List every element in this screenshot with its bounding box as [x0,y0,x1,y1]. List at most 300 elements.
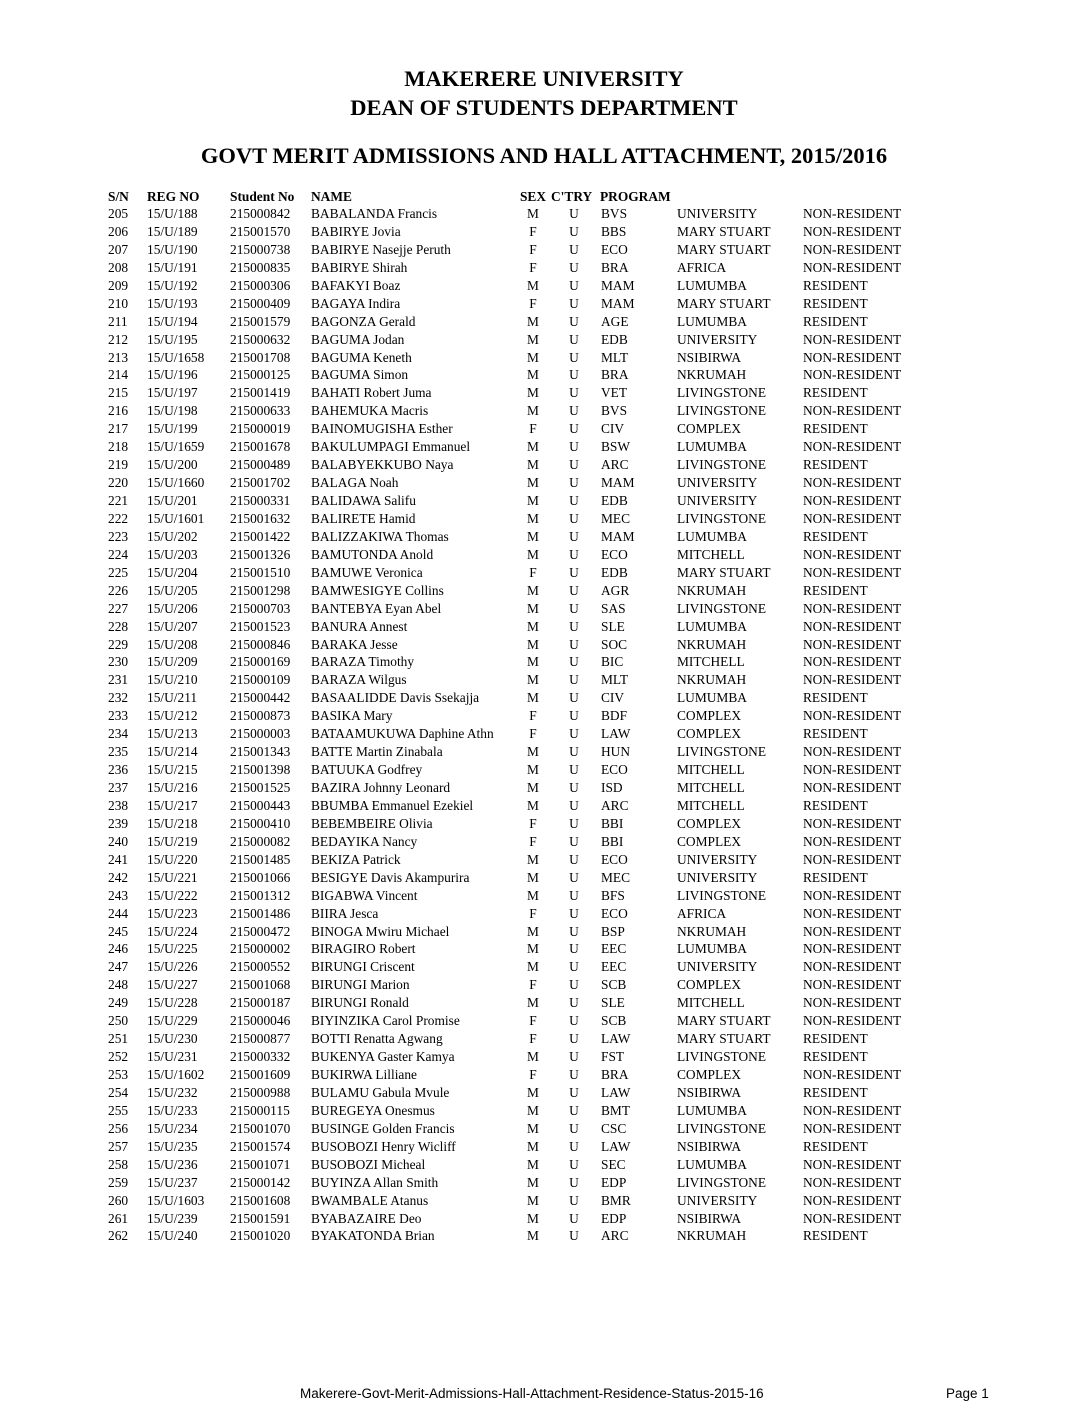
cell-reg-no: 15/U/229 [147,1013,198,1029]
table-row [0,1030,1088,1048]
cell-sex: F [529,241,537,257]
cell-sn: 259 [108,1174,129,1190]
cell-country: U [569,1210,579,1226]
cell-student-no: 215001419 [230,385,291,401]
cell-program: BRA [601,367,629,383]
cell-hall: COMPLEX [677,815,741,831]
cell-country: U [569,869,579,885]
cell-student-no: 215000443 [230,797,291,813]
cell-student-no: 215000552 [230,959,291,975]
cell-country: U [569,206,579,221]
cell-reg-no: 15/U/203 [147,546,198,562]
cell-residence-status: NON-RESIDENT [803,977,902,993]
column-header-sex: SEX [519,189,547,204]
cell-student-no: 215001486 [230,905,291,921]
table-row [0,940,1088,958]
cell-program: BSW [601,439,631,455]
cell-country: U [569,510,579,526]
cell-sex: M [527,1192,539,1208]
cell-student-no: 215001020 [230,1228,291,1244]
cell-name: BAGAYA Indira [311,295,401,311]
cell-residence-status: RESIDENT [803,421,868,437]
cell-residence-status: RESIDENT [803,582,868,598]
cell-name: BWAMBALE Atanus [311,1192,429,1208]
cell-reg-no: 15/U/219 [147,833,198,849]
cell-reg-no: 15/U/192 [147,277,198,293]
cell-reg-no: 15/U/189 [147,223,198,239]
table-row [0,671,1088,689]
cell-student-no: 215000109 [230,672,291,688]
cell-sex: F [529,1031,537,1047]
cell-sex: M [527,869,539,885]
cell-reg-no: 15/U/208 [147,636,198,652]
cell-name: BAFAKYI Boaz [311,277,401,293]
admissions-table [0,188,1088,1245]
cell-sn: 221 [108,493,129,508]
cell-sn: 235 [108,744,129,760]
cell-sex: F [529,726,537,742]
cell-hall: MITCHELL [677,546,745,562]
cell-hall: MITCHELL [677,654,745,670]
cell-residence-status: RESIDENT [803,313,868,329]
cell-residence-status: RESIDENT [803,457,868,473]
cell-sn: 261 [108,1210,129,1226]
cell-student-no: 215000472 [230,923,291,939]
cell-sex: F [529,564,537,580]
cell-residence-status: NON-RESIDENT [803,475,902,491]
cell-sn: 252 [108,1049,129,1065]
table-row [0,743,1088,761]
cell-sn: 262 [108,1228,129,1244]
cell-name: BAGUMA Simon [311,367,409,383]
cell-country: U [569,797,579,813]
cell-sn: 207 [108,241,129,257]
cell-program: ECO [601,851,628,867]
cell-country: U [569,744,579,760]
cell-sn: 251 [108,1031,129,1047]
cell-sex: M [527,1156,539,1172]
cell-residence-status: NON-RESIDENT [803,1156,902,1172]
table-row [0,349,1088,367]
cell-student-no: 215001525 [230,780,291,795]
cell-sex: M [527,1049,539,1065]
cell-hall: MARY STUART [677,564,771,580]
table-row [0,707,1088,725]
table-row [0,295,1088,313]
table-row [0,205,1088,223]
cell-student-no: 215000988 [230,1084,291,1100]
cell-sn: 250 [108,1013,129,1029]
cell-residence-status: NON-RESIDENT [803,1192,902,1208]
cell-reg-no: 15/U/201 [147,493,198,508]
table-row [0,1138,1088,1156]
cell-country: U [569,1031,579,1047]
cell-program: HUN [601,744,631,760]
cell-hall: NSIBIRWA [677,1084,741,1100]
cell-hall: NKRUMAH [677,582,747,598]
cell-program: SAS [601,600,626,616]
cell-program: SCB [601,977,627,993]
cell-reg-no: 15/U/1659 [147,439,205,455]
cell-sn: 244 [108,905,129,921]
cell-sn: 243 [108,887,129,903]
table-row [0,636,1088,654]
cell-student-no: 215001398 [230,762,291,778]
cell-residence-status: RESIDENT [803,1049,868,1065]
cell-program: BBI [601,815,624,831]
table-row [0,564,1088,582]
cell-hall: LUMUMBA [677,941,747,957]
cell-country: U [569,1013,579,1029]
cell-program: BRA [601,259,629,275]
cell-sex: M [527,780,539,795]
cell-residence-status: NON-RESIDENT [803,510,902,526]
cell-sex: M [527,654,539,670]
cell-residence-status: NON-RESIDENT [803,403,902,419]
cell-program: EDB [601,493,628,508]
cell-country: U [569,439,579,455]
cell-country: U [569,295,579,311]
cell-hall: COMPLEX [677,977,741,993]
cell-name: BATTE Martin Zinabala [311,744,443,760]
cell-sn: 239 [108,815,129,831]
cell-reg-no: 15/U/205 [147,582,198,598]
cell-program: LAW [601,1138,631,1154]
cell-hall: UNIVERSITY [677,493,758,508]
cell-name: BAZIRA Johnny Leonard [311,780,451,795]
table-row [0,366,1088,384]
cell-sn: 226 [108,582,129,598]
cell-residence-status: NON-RESIDENT [803,241,902,257]
table-row [0,994,1088,1012]
cell-program: MEC [601,510,631,526]
cell-student-no: 215001066 [230,869,291,885]
cell-reg-no: 15/U/232 [147,1084,198,1100]
cell-reg-no: 15/U/230 [147,1031,198,1047]
cell-name: BYAKATONDA Brian [311,1228,435,1244]
table-row [0,1156,1088,1174]
cell-hall: UNIVERSITY [677,331,758,347]
cell-sn: 255 [108,1102,129,1118]
cell-program: SOC [601,636,628,652]
table-row [0,887,1088,905]
cell-hall: LUMUMBA [677,528,747,544]
cell-student-no: 215000331 [230,493,291,508]
cell-hall: LUMUMBA [677,439,747,455]
cell-name: BUKENYA Gaster Kamya [311,1049,455,1065]
table-row [0,689,1088,707]
cell-hall: LIVINGSTONE [677,600,767,616]
cell-country: U [569,726,579,742]
cell-program: LAW [601,1031,631,1047]
cell-program: VET [601,385,628,401]
cell-sex: F [529,421,537,437]
cell-program: MLT [601,672,629,688]
cell-program: BBS [601,223,627,239]
cell-name: BBUMBA Emmanuel Ezekiel [311,797,474,813]
cell-program: FST [601,1049,625,1065]
cell-country: U [569,654,579,670]
cell-hall: LUMUMBA [677,313,747,329]
cell-sn: 249 [108,995,129,1011]
cell-sex: M [527,1102,539,1118]
cell-hall: NKRUMAH [677,1228,747,1244]
cell-name: BANTEBYA Eyan Abel [311,600,442,616]
cell-reg-no: 15/U/214 [147,744,198,760]
cell-name: BALIRETE Hamid [311,510,416,526]
cell-sn: 247 [108,959,129,975]
cell-sn: 248 [108,977,129,993]
cell-student-no: 215000703 [230,600,291,616]
cell-student-no: 215001570 [230,223,291,239]
cell-sn: 217 [108,421,129,437]
cell-residence-status: RESIDENT [803,1228,868,1244]
cell-program: MAM [601,277,635,293]
cell-reg-no: 15/U/207 [147,618,198,634]
cell-name: BALIDAWA Salifu [311,493,416,508]
cell-name: BALAGA Noah [311,475,399,491]
cell-student-no: 215001702 [230,475,291,491]
cell-country: U [569,403,579,419]
cell-sn: 236 [108,762,129,778]
cell-program: SCB [601,1013,627,1029]
cell-reg-no: 15/U/1601 [147,510,205,526]
cell-student-no: 215000842 [230,206,291,221]
cell-hall: LUMUMBA [677,1156,747,1172]
table-row [0,313,1088,331]
cell-student-no: 215001591 [230,1210,291,1226]
cell-reg-no: 15/U/240 [147,1228,198,1244]
cell-reg-no: 15/U/188 [147,206,198,221]
cell-sn: 225 [108,564,129,580]
cell-sn: 223 [108,528,129,544]
cell-program: BDF [601,708,628,724]
cell-sex: M [527,995,539,1011]
cell-name: BUKIRWA Lilliane [311,1067,417,1082]
cell-sex: M [527,277,539,293]
cell-reg-no: 15/U/225 [147,941,198,957]
cell-name: BINOGA Mwiru Michael [311,923,450,939]
cell-residence-status: RESIDENT [803,295,868,311]
table-row [0,1210,1088,1228]
cell-sn: 240 [108,833,129,849]
table-row [0,1174,1088,1192]
cell-hall: COMPLEX [677,833,741,849]
cell-program: LAW [601,726,631,742]
cell-student-no: 215000046 [230,1013,291,1029]
department-title: DEAN OF STUDENTS DEPARTMENT [350,95,738,120]
cell-name: BAMUTONDA Anold [311,546,434,562]
cell-hall: NSIBIRWA [677,349,741,365]
cell-student-no: 215000003 [230,726,291,742]
cell-country: U [569,1120,579,1136]
cell-country: U [569,618,579,634]
cell-residence-status: RESIDENT [803,1138,868,1154]
cell-program: BVS [601,206,628,221]
table-row [0,923,1088,941]
cell-hall: NKRUMAH [677,672,747,688]
cell-sex: M [527,887,539,903]
cell-country: U [569,923,579,939]
cell-name: BAGONZA Gerald [311,313,416,329]
cell-reg-no: 15/U/227 [147,977,198,993]
cell-hall: NKRUMAH [677,636,747,652]
cell-reg-no: 15/U/202 [147,528,198,544]
cell-student-no: 215000002 [230,941,291,957]
cell-program: MLT [601,349,629,365]
column-header-country: C'TRY [551,189,593,204]
cell-student-no: 215001068 [230,977,291,993]
cell-reg-no: 15/U/220 [147,851,198,867]
cell-reg-no: 15/U/193 [147,295,198,311]
cell-hall: COMPLEX [677,421,741,437]
cell-program: MAM [601,295,635,311]
cell-sex: M [527,690,539,706]
cell-program: MAM [601,475,635,491]
cell-name: BABIRYE Nasejje Peruth [311,241,451,257]
cell-name: BABIRYE Shirah [311,259,408,275]
cell-reg-no: 15/U/199 [147,421,198,437]
table-row [0,618,1088,636]
cell-sex: M [527,475,539,491]
cell-residence-status: NON-RESIDENT [803,564,902,580]
column-header-reg-no: REG NO [147,189,200,204]
cell-sex: M [527,493,539,508]
column-header-program: PROGRAM [600,189,671,204]
cell-program: BRA [601,1067,629,1082]
cell-sex: M [527,1228,539,1244]
cell-student-no: 215000125 [230,367,291,383]
cell-residence-status: NON-RESIDENT [803,439,902,455]
cell-sex: M [527,206,539,221]
cell-hall: MITCHELL [677,995,745,1011]
cell-program: LAW [601,1084,631,1100]
cell-student-no: 215001632 [230,510,291,526]
table-row [0,510,1088,528]
cell-name: BESIGYE Davis Akampurira [311,869,470,885]
cell-reg-no: 15/U/222 [147,887,198,903]
cell-reg-no: 15/U/211 [147,690,198,706]
table-row [0,241,1088,259]
column-header-name: NAME [311,189,352,204]
cell-name: BEDAYIKA Nancy [311,833,418,849]
cell-name: BAMUWE Veronica [311,564,423,580]
cell-student-no: 215000019 [230,421,291,437]
cell-reg-no: 15/U/209 [147,654,198,670]
table-row [0,1192,1088,1210]
cell-program: ARC [601,457,629,473]
cell-reg-no: 15/U/239 [147,1210,198,1226]
cell-residence-status: NON-RESIDENT [803,493,902,508]
cell-reg-no: 15/U/204 [147,564,198,580]
table-row [0,1120,1088,1138]
cell-reg-no: 15/U/234 [147,1120,198,1136]
cell-name: BATAAMUKUWA Daphine Athn [311,726,494,742]
cell-reg-no: 15/U/196 [147,367,198,383]
table-row [0,438,1088,456]
cell-country: U [569,959,579,975]
cell-sn: 246 [108,941,129,957]
cell-name: BAGUMA Jodan [311,331,405,347]
table-row [0,1084,1088,1102]
cell-reg-no: 15/U/210 [147,672,198,688]
cell-sex: M [527,331,539,347]
cell-name: BOTTI Renatta Agwang [311,1031,443,1047]
cell-sex: M [527,762,539,778]
cell-name: BEKIZA Patrick [311,851,401,867]
cell-sex: M [527,797,539,813]
table-row [0,905,1088,923]
cell-sn: 214 [108,367,129,383]
cell-reg-no: 15/U/221 [147,869,198,885]
cell-residence-status: NON-RESIDENT [803,331,902,347]
cell-sex: M [527,457,539,473]
cell-reg-no: 15/U/1602 [147,1067,205,1082]
cell-sex: M [527,385,539,401]
table-row [0,779,1088,797]
cell-residence-status: NON-RESIDENT [803,1013,902,1029]
cell-student-no: 215000442 [230,690,291,706]
table-row [0,653,1088,671]
cell-student-no: 215001510 [230,564,291,580]
cell-sex: M [527,546,539,562]
cell-sex: F [529,1013,537,1029]
cell-name: BALABYEKKUBO Naya [311,457,454,473]
cell-sn: 212 [108,331,129,347]
cell-sn: 234 [108,726,129,742]
cell-name: BASAALIDDE Davis Ssekajja [311,690,480,706]
cell-residence-status: NON-RESIDENT [803,206,902,221]
cell-program: BIC [601,654,624,670]
footer-document-name: Makerere-Govt-Merit-Admissions-Hall-Attachment-Residence-Status-2015-16 [300,1386,764,1401]
cell-hall: LIVINGSTONE [677,744,767,760]
cell-hall: LIVINGSTONE [677,1049,767,1065]
cell-reg-no: 15/U/1658 [147,349,205,365]
cell-residence-status: RESIDENT [803,277,868,293]
cell-sn: 210 [108,295,129,311]
table-row [0,958,1088,976]
cell-country: U [569,457,579,473]
cell-residence-status: NON-RESIDENT [803,600,902,616]
cell-country: U [569,636,579,652]
cell-name: BIYINZIKA Carol Promise [311,1013,460,1029]
cell-student-no: 215000306 [230,277,291,293]
cell-name: BAKULUMPAGI Emmanuel [311,439,471,455]
cell-student-no: 215001574 [230,1138,291,1154]
cell-residence-status: NON-RESIDENT [803,887,902,903]
cell-sex: M [527,528,539,544]
cell-sex: M [527,923,539,939]
cell-sn: 238 [108,797,129,813]
cell-residence-status: NON-RESIDENT [803,959,902,975]
cell-sex: F [529,815,537,831]
table-row [0,725,1088,743]
cell-program: BFS [601,887,625,903]
cell-country: U [569,833,579,849]
cell-program: CIV [601,690,625,706]
cell-residence-status: NON-RESIDENT [803,654,902,670]
cell-residence-status: NON-RESIDENT [803,367,902,383]
cell-name: BARAZA Wilgus [311,672,407,688]
cell-hall: MITCHELL [677,780,745,795]
cell-reg-no: 15/U/224 [147,923,198,939]
cell-country: U [569,690,579,706]
cell-reg-no: 15/U/197 [147,385,198,401]
cell-student-no: 215000877 [230,1031,291,1047]
cell-sn: 260 [108,1192,129,1208]
cell-name: BIRAGIRO Robert [311,941,416,957]
cell-sex: M [527,600,539,616]
